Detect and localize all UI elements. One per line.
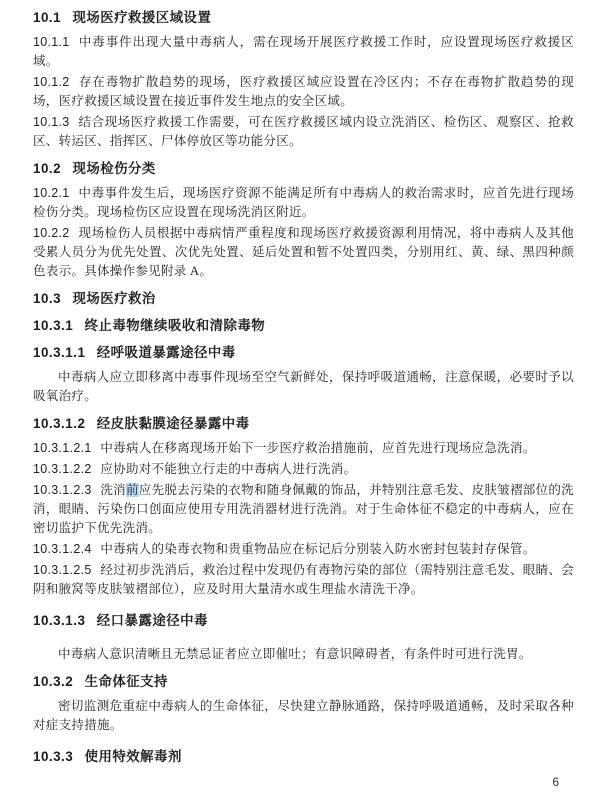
clause-number: 10.3.1.1 <box>33 345 86 360</box>
paragraph-text: 经过初步洗消后，救治过程中发现仍有毒物污染的部位（需特别注意毛发、眼睛、会阴和腋窝等皮肤皱褶部位），应及时用大量清水或生理盐水清洗干净。 <box>33 563 574 596</box>
clause-number: 10.3.1.2 <box>33 416 86 431</box>
section-heading-10-3-1-2 <box>33 414 574 433</box>
paragraph-text: 中毒事件发生后，现场医疗资源不能满足所有中毒病人的救治需求时，应首先进行现场检伤分类。现场检伤区应设置在现场洗消区附近。 <box>33 186 574 219</box>
clause-number: 10.3.2 <box>33 674 74 689</box>
paragraph-10-1-2 <box>33 73 574 111</box>
paragraph-10-2-2 <box>33 224 574 281</box>
clause-number: 10.1.1 <box>33 35 70 49</box>
highlighted-text: 前 <box>125 483 139 497</box>
paragraph-10-3-1-2-4 <box>33 540 574 559</box>
clause-number: 10.2.2 <box>33 226 70 240</box>
section-heading-10-3-2 <box>33 672 574 691</box>
section-heading-10-3-1-3 <box>33 611 574 630</box>
paragraph-text: 中毒病人应立即移离中毒事件现场至空气新鲜处，保持呼吸道通畅，注意保暖，必要时予以吸氧治疗。 <box>33 370 574 403</box>
clause-title: 经皮肤黏膜途径暴露中毒 <box>96 416 250 431</box>
clause-number: 10.3.3 <box>33 749 74 764</box>
clause-number: 10.1.3 <box>33 115 70 129</box>
clause-title: 现场检伤分类 <box>72 161 156 176</box>
clause-number: 10.2 <box>33 161 62 176</box>
clause-title: 生命体征支持 <box>84 674 168 689</box>
clause-number: 10.3.1.2.2 <box>33 462 92 476</box>
clause-number: 10.2.1 <box>33 186 70 200</box>
paragraph-10-1-3 <box>33 113 574 151</box>
paragraph-text: 中毒病人在移离现场开始下一步医疗救治措施前，应首先进行现场应急洗消。 <box>100 441 536 455</box>
section-heading-10-2 <box>33 159 574 178</box>
clause-number: 10.3.1.2.4 <box>33 542 92 556</box>
paragraph-text: 应协助对不能独立行走的中毒病人进行洗消。 <box>100 462 357 476</box>
clause-number: 10.3.1.3 <box>33 613 86 628</box>
clause-title: 现场医疗救治 <box>72 291 156 306</box>
clause-number: 10.1 <box>33 10 62 25</box>
clause-number: 10.3.1 <box>33 318 74 333</box>
clause-number: 10.3.1.2.3 <box>33 483 92 497</box>
clause-title: 现场医疗救援区域设置 <box>72 10 212 25</box>
section-heading-10-3-1-1 <box>33 343 574 362</box>
paragraph-text: 洗消 <box>100 483 126 497</box>
paragraph-text: 结合现场医疗救援工作需要，可在医疗救援区域内设立洗消区、检伤区、观察区、抢救区、转运区、指挥区、尸体停放区等功能分区。 <box>33 115 574 148</box>
paragraph-text: 中毒病人意识清晰且无禁忌证者应立即催吐；有意识障碍者，有条件时可进行洗胃。 <box>58 647 532 661</box>
paragraph-10-3-1-2-5 <box>33 561 574 599</box>
section-heading-10-3-1 <box>33 316 574 335</box>
paragraph-text: 密切监测危重症中毒病人的生命体征，尽快建立静脉通路，保持呼吸道通畅，及时采取各种对症支持措施。 <box>33 699 574 732</box>
page-number: 6 <box>552 775 559 789</box>
clause-title: 经口暴露途径中毒 <box>96 613 208 628</box>
clause-title: 使用特效解毒剂 <box>84 749 182 764</box>
clause-title: 终止毒物继续吸收和清除毒物 <box>84 318 266 333</box>
paragraph-10-3-1-2-2 <box>33 460 574 479</box>
paragraph-text: 存在毒物扩散趋势的现场，医疗救援区域应设置在冷区内；不存在毒物扩散趋势的现场，医疗救援区域设置在接近事件发生地点的安全区域。 <box>33 75 574 108</box>
clause-title: 经呼吸道暴露途径中毒 <box>96 345 236 360</box>
paragraph-10-3-1-2-3 <box>33 481 574 538</box>
paragraph-10-3-1-2-1 <box>33 439 574 458</box>
clause-number: 10.3 <box>33 291 62 306</box>
paragraph-10-3-1-1-body <box>33 368 574 406</box>
paragraph-10-1-1 <box>33 33 574 71</box>
paragraph-text: 现场检伤人员根据中毒病情严重程度和现场医疗救援资源利用情况，将中毒病人及其他受累人员分为优先处置、次优先处置、延后处置和暂不处置四类，分别用红、黄、绿、黑四种颜色表示。具体操作参见附录 A。 <box>33 226 574 278</box>
paragraph-text: 应先脱去污染的衣物和随身佩戴的饰品，并特别注意毛发、皮肤皱褶部位的洗消，眼睛、污染伤口创面应使用专用洗消器材进行洗消。对于生命体征不稳定的中毒病人，应在密切监护下优先洗消。 <box>33 483 574 535</box>
clause-number: 10.1.2 <box>33 75 70 89</box>
paragraph-10-3-2-body <box>33 697 574 735</box>
paragraph-10-3-1-3-body <box>33 645 574 664</box>
clause-number: 10.3.1.2.1 <box>33 441 92 455</box>
section-heading-10-3 <box>33 289 574 308</box>
section-heading-10-1 <box>33 8 574 27</box>
clause-number: 10.3.1.2.5 <box>33 563 92 577</box>
paragraph-text: 中毒病人的染毒衣物和贵重物品应在标记后分别装入防水密封包装封存保管。 <box>100 542 536 556</box>
section-heading-10-3-3 <box>33 747 574 766</box>
paragraph-10-2-1 <box>33 184 574 222</box>
paragraph-text: 中毒事件出现大量中毒病人，需在现场开展医疗救援工作时，应设置现场医疗救援区域。 <box>33 35 574 68</box>
